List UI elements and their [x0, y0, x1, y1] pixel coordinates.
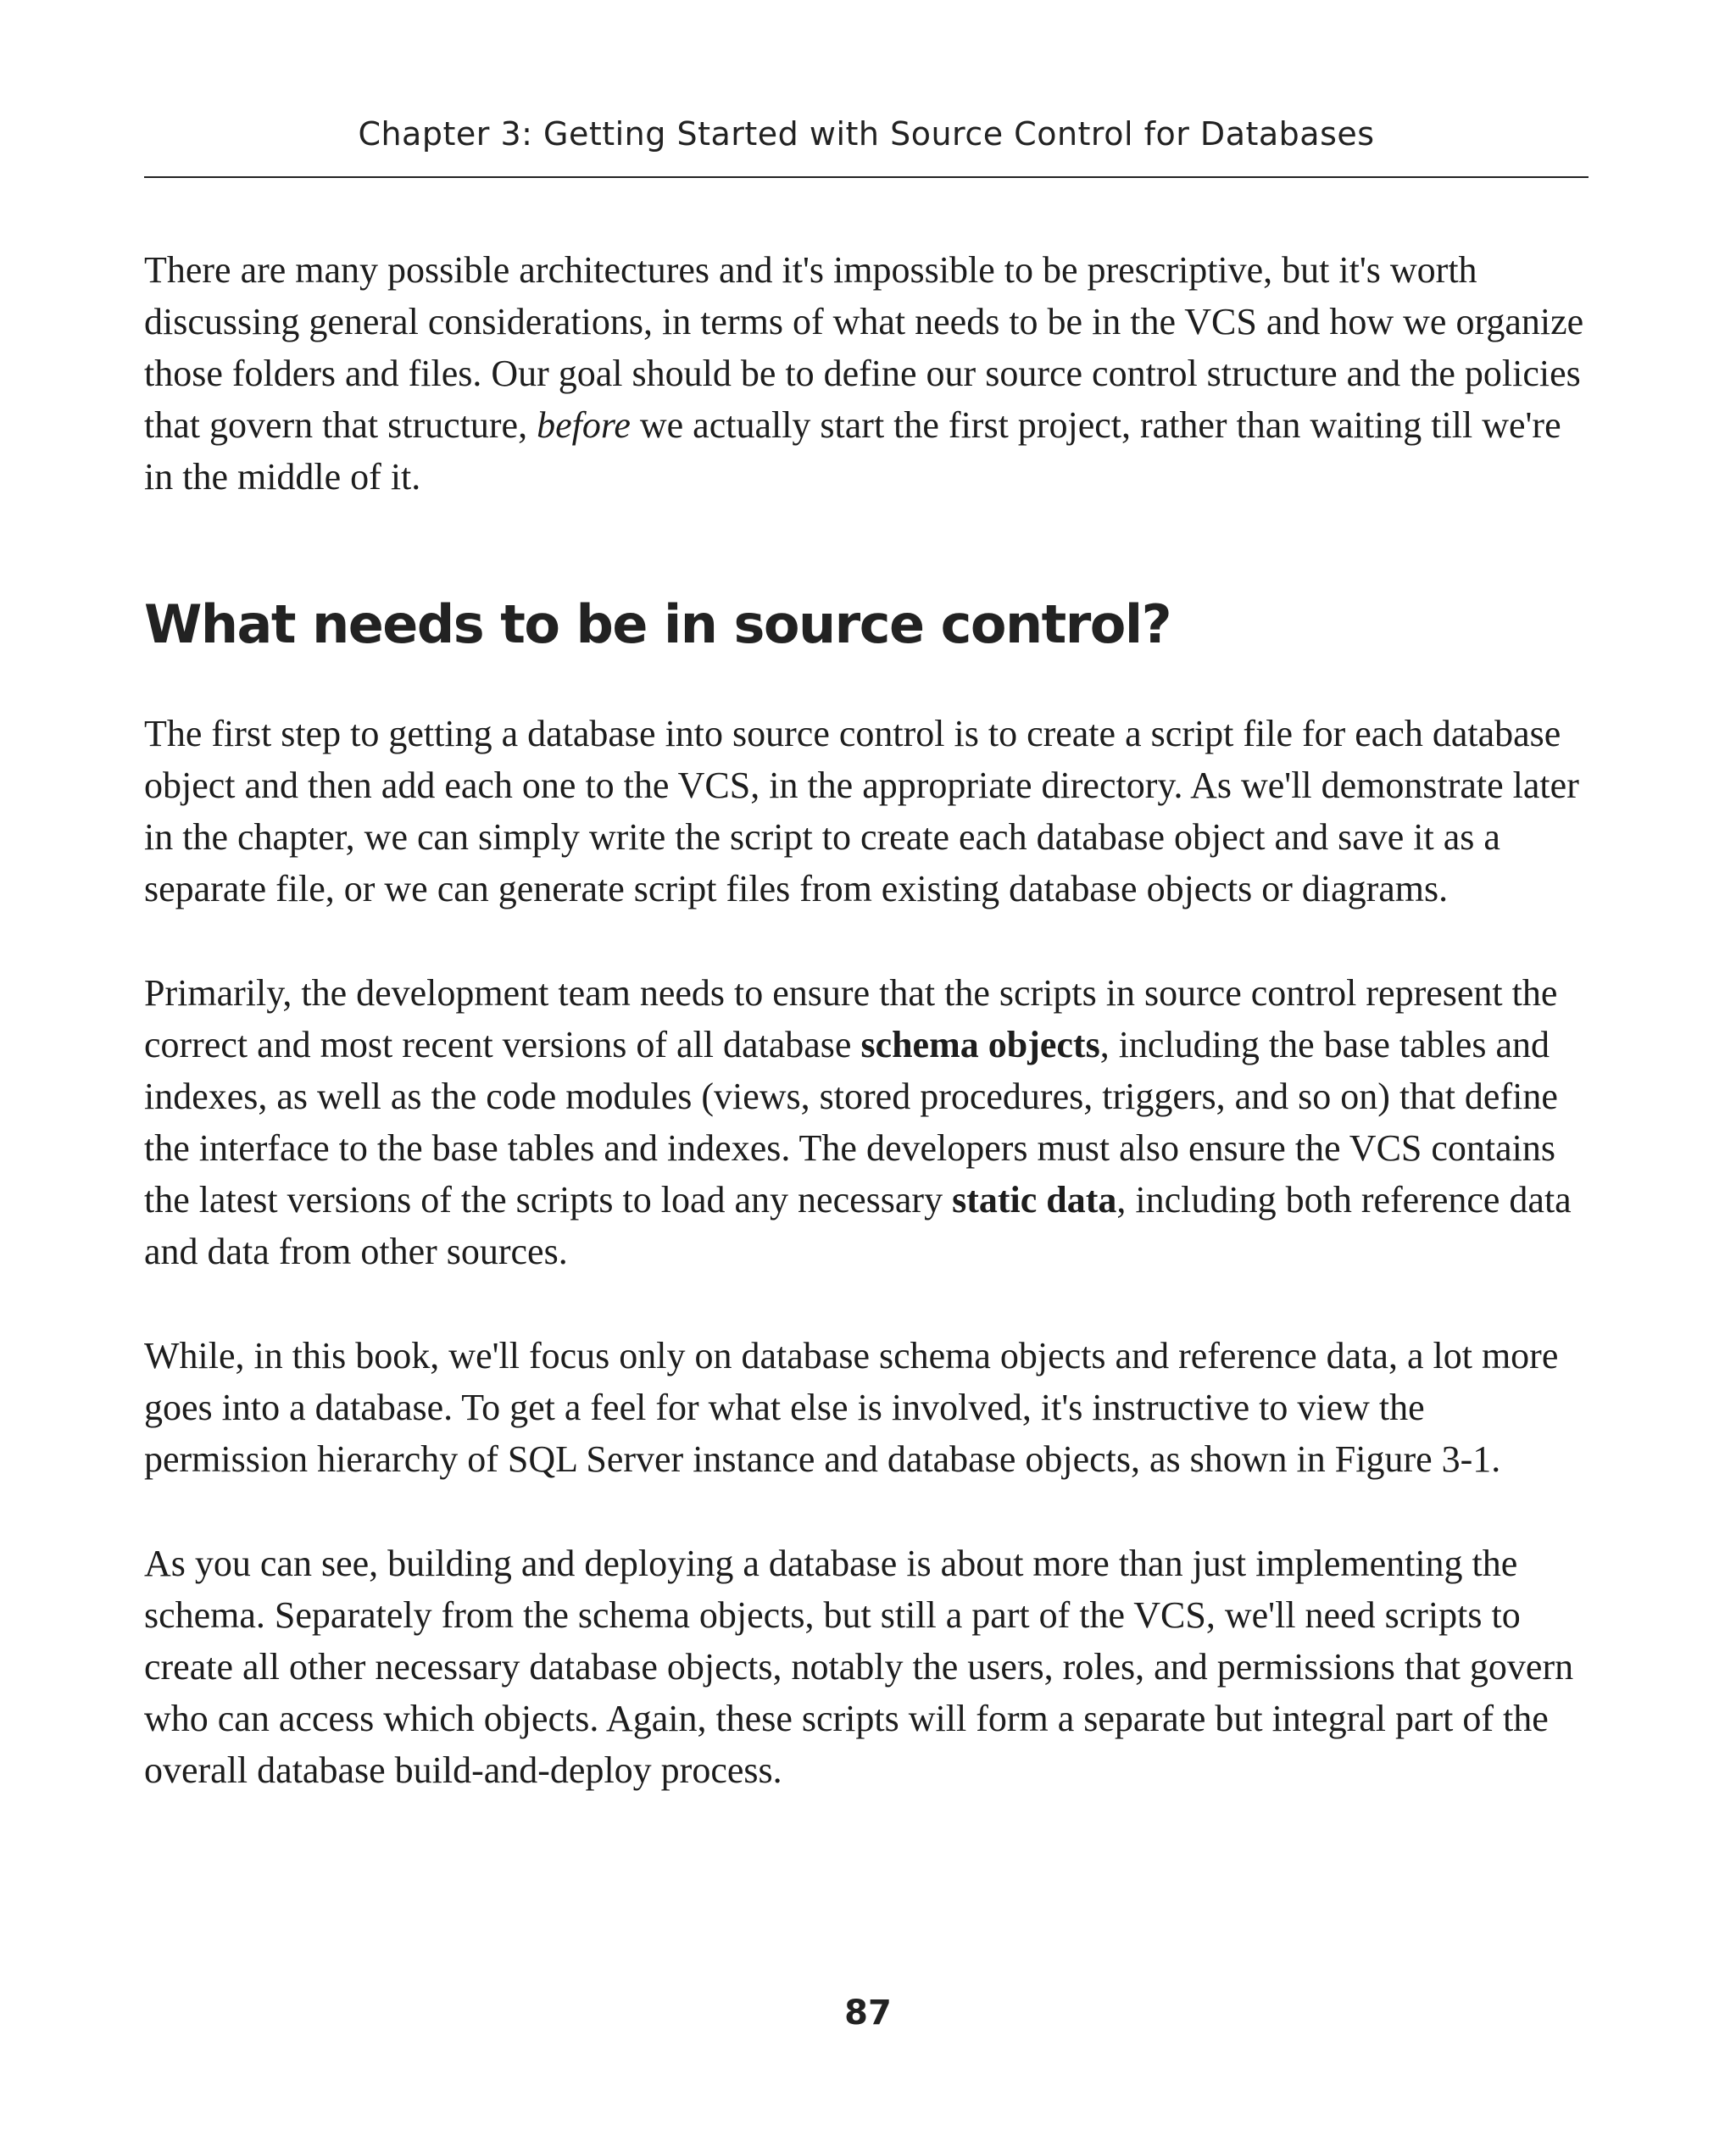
- primarily-text-2: , including the base tables and indexes, as well as the code modules (views, stored procedures, triggers, and so on) that define the interface to the base tables and indexes. The developers must also ensure the VCS contains the latest versions of the scripts to load any necessary: [144, 1024, 1558, 1221]
- primarily-text-1: Primarily, the development team needs to ensure that the scripts in source control represent the correct and most recent versions of all database: [144, 972, 1558, 1065]
- paragraph-while: While, in this book, we'll focus only on database schema objects and reference data, a lot more goes into a database. To get a feel for what else is involved, it's instructive to view the permission hierarchy of SQL Server instance and database objects, as shown in Figure 3-1.: [144, 1335, 1559, 1480]
- paragraph-first-step: The first step to getting a database into source control is to create a script file for each database object and then add each one to the VCS, in the appropriate directory. As we'll demonstrate later in the chapter, we can simply write the script to create each database object and save it as a separate file, or we can generate script files from existing database objects or diagrams.: [144, 713, 1579, 909]
- intro-text-start: There are many possible architectures and it's impossible to be prescriptive, but it's worth discussing general considerations, in terms of what needs to be in the VCS and how we organize those folders and files. Our goal should be to define our source control structure and the policies that govern that structure,: [144, 249, 1584, 446]
- page-number: 87: [844, 1994, 892, 2033]
- intro-text-end: we actually start the first project, rather than waiting till we're in the middle of it.: [144, 404, 1561, 498]
- primarily-text-3: , including both reference data and data from other sources.: [144, 1179, 1572, 1272]
- section-heading: What needs to be in source control?: [144, 593, 1171, 655]
- running-header-title: Chapter 3: Getting Started with Source Control for Databases: [358, 115, 1375, 153]
- term-static-data: static data: [952, 1179, 1117, 1221]
- paragraph-primarily: [144, 967, 1589, 1277]
- intro-paragraph: [144, 244, 1589, 503]
- emphasis-before: before: [537, 404, 631, 446]
- page-header: [144, 0, 1589, 178]
- page-content: [144, 244, 1589, 1849]
- term-schema-objects: schema objects: [860, 1024, 1100, 1065]
- paragraph-as-you-can-see: As you can see, building and deploying a database is about more than just implementing the schema. Separately from the schema objects, but still a part of the VCS, we'll need scripts to create all other necessary database objects, notably the users, roles, and permissions that govern who can access which objects. Again, these scripts will form a separate but integral part of the overall database build-and-deploy process.: [144, 1543, 1574, 1791]
